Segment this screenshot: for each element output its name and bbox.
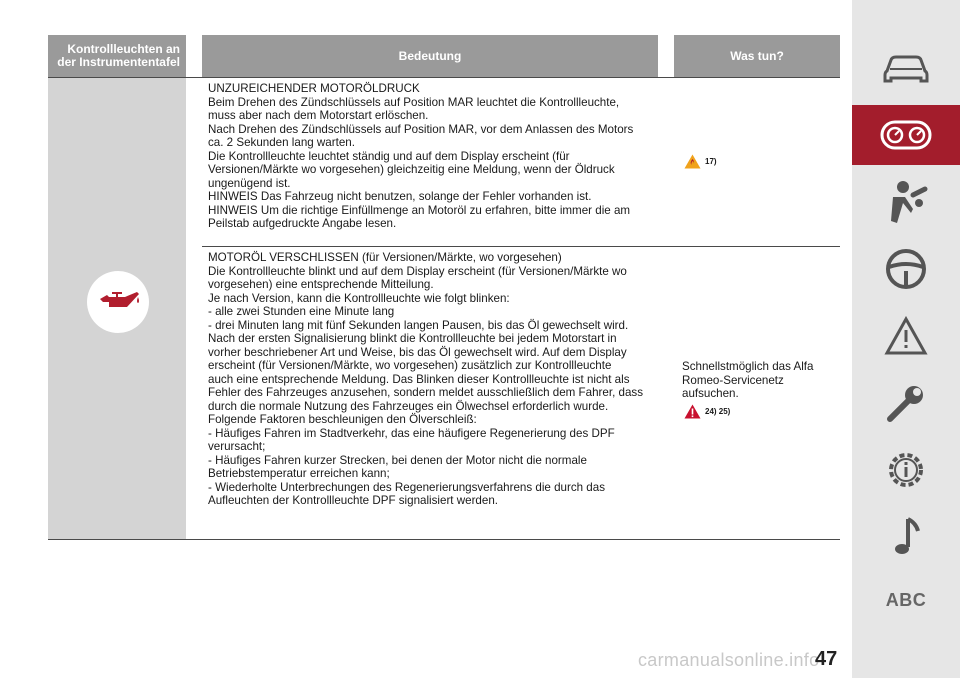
row2-line: - Häufiges Fahren kurzer Strecken, bei denen der Motor nicht die normale <box>208 453 587 467</box>
row2-line: - alle zwei Stunden eine Minute lang <box>208 305 395 318</box>
row1-line: Peilstab aufgedruckte Angabe lesen. <box>208 217 397 230</box>
page-number: 47 <box>815 648 838 670</box>
header-lamps-line1: Kontrollleuchten an <box>67 42 180 56</box>
table-bottom-rule <box>48 539 840 540</box>
row2-action-line: Schnellstmöglich das Alfa <box>682 360 814 373</box>
oil-pressure-lamp-icon <box>87 271 149 333</box>
row1-line: Versionen/Märkte wo vorgesehen) gleichzeitig eine Meldung, wenn der Öldruck <box>208 163 615 176</box>
caution-flame-icon <box>684 154 701 169</box>
lamp-column <box>48 78 186 539</box>
row2-line: durch die normale Nutzung des Fahrzeuges ein Ölwechsel erforderlich wurde. <box>208 399 609 413</box>
header-meaning: Bedeutung <box>202 35 658 77</box>
row2-line: - Häufiges Fahren im Stadtverkehr, das eine häufigere Regenerierung des DPF <box>208 426 615 440</box>
row1-line: UNZUREICHENDER MOTORÖLDRUCK <box>208 82 420 95</box>
row2-line: vorher beschriebener Art und Weise, bis das Öl gewechselt wird. Auf dem Display <box>208 345 627 359</box>
glossary-tab[interactable] <box>852 570 960 630</box>
row2-action-line: aufsuchen. <box>682 387 739 400</box>
dashboard-gauges-icon[interactable] <box>852 105 960 165</box>
row2-warning <box>684 404 730 419</box>
row2-line: Aufleuchten der Kontrollleuchte DPF signalisiert werden. <box>208 494 498 507</box>
row1-line: Beim Drehen des Zündschlüssels auf Position MAR leuchtet die Kontrollleuchte, <box>208 95 620 109</box>
header-lamps-line2: der Instrumententafel <box>57 55 180 69</box>
row2-line: MOTORÖL VERSCHLISSEN (für Versionen/Märkte, wo vorgesehen) <box>208 251 562 264</box>
row1-line: ungenügend ist. <box>208 176 291 190</box>
row1-line: HINWEIS Das Fahrzeug nicht benutzen, solange der Fehler vorhanden ist. <box>208 190 592 203</box>
table-top-rule <box>48 77 840 78</box>
row2-line: Nach der ersten Signalisierung blinkt die Kontrollleuchte bei jedem Motorstart in <box>208 332 617 345</box>
wrench-icon[interactable] <box>852 373 960 433</box>
row1-description <box>208 82 660 231</box>
seat-passenger-icon[interactable] <box>852 172 960 232</box>
row2-line: Folgende Faktoren beschleunigen den Ölverschleiß: <box>208 413 477 426</box>
row2-line: - drei Minuten lang mit fünf Sekunden langen Pausen, bis das Öl gewechselt wird. <box>208 318 629 332</box>
row2-line: auch eine entsprechende Meldung. Das Blinken dieser Kontrollleuchte ist nicht als <box>208 372 630 386</box>
row2-line: Die Kontrollleuchte blinkt und auf dem Display erscheint (für Versionen/Märkte wo <box>208 264 627 278</box>
row1-caution <box>684 154 717 169</box>
car-icon[interactable] <box>852 38 960 98</box>
row2-action <box>682 360 832 401</box>
row1-line: ca. 2 Sekunden lang warten. <box>208 136 355 149</box>
row2-line: vorgesehen) eine entsprechende Mitteilung. <box>208 278 434 291</box>
row1-line: Die Kontrollleuchte leuchtet ständig und auf dem Display erscheint (für <box>208 149 570 163</box>
row1-line: Nach Drehen des Zündschlüssels auf Position MAR, vor dem Anlassen des Motors <box>208 122 634 136</box>
header-lamps <box>48 35 186 77</box>
watermark: carmanualsonline.info <box>638 650 820 670</box>
music-note-icon[interactable] <box>852 507 960 567</box>
warning-triangle-icon[interactable] <box>852 306 960 366</box>
row1-line: muss aber nach dem Motorstart erlöschen. <box>208 109 429 122</box>
row1-line: HINWEIS Um die richtige Einfüllmenge an Motoröl zu erfahren, bitte immer die am <box>208 203 631 217</box>
row2-action-line: Romeo-Servicenetz <box>682 373 784 387</box>
row2-line: Fehler des Fahrzeuges anzusehen, sondern meldet ausschließlich dem Fahrer, dass <box>208 386 643 399</box>
row2-line: Je nach Version, kann die Kontrollleuchte wie folgt blinken: <box>208 291 510 305</box>
row1-refs: 17) <box>705 157 717 166</box>
gear-info-icon[interactable] <box>852 440 960 500</box>
row2-line: - Wiederholte Unterbrechungen des Regenerierungsverfahrens die durch das <box>208 480 605 494</box>
row2-line: erscheint (für Versionen/Märkte, wo vorgesehen) zusätzlich zur Kontrollleuchte <box>208 359 612 372</box>
warning-triangle-icon <box>684 404 701 419</box>
chapter-sidebar <box>852 0 960 678</box>
header-action: Was tun? <box>674 35 840 77</box>
row2-line: verursacht; <box>208 440 266 453</box>
row2-line: Betriebstemperatur erreichen kann; <box>208 467 390 480</box>
steering-wheel-icon[interactable] <box>852 239 960 299</box>
row-divider <box>202 246 840 247</box>
row2-description <box>208 251 660 508</box>
abc-label: ABC <box>885 589 927 610</box>
row2-refs: 24) 25) <box>705 407 731 416</box>
